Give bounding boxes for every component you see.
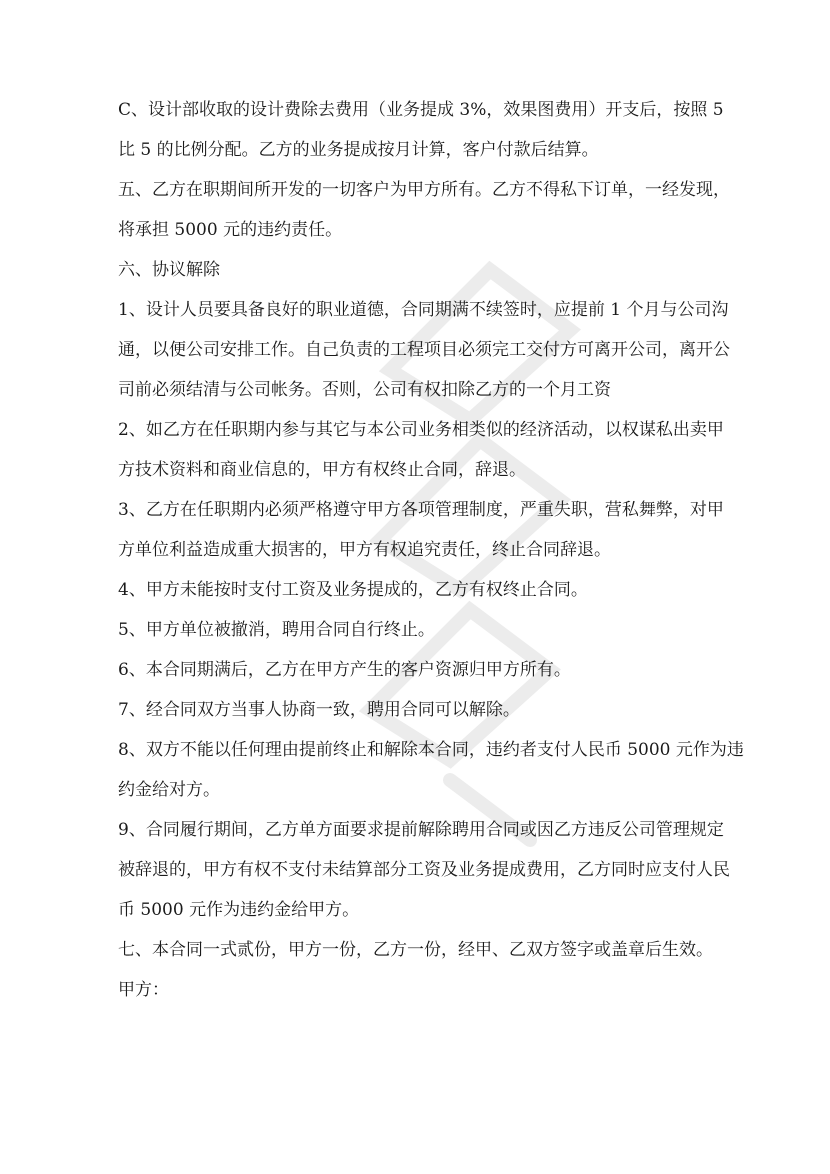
para-3-line-0: 1、设计人员要具备良好的职业道德，合同期满不续签时，应提前 1 个月与公司沟 bbox=[118, 300, 729, 320]
para-1-line-1: 将承担 5000 元的违约责任。 bbox=[118, 220, 343, 240]
para-11-line-0: 9、合同履行期间，乙方单方面要求提前解除聘用合同或因乙方违反公司管理规定 bbox=[118, 820, 724, 840]
para-6-line-0: 4、甲方未能按时支付工资及业务提成的，乙方有权终止合同。 bbox=[118, 580, 588, 600]
para-4-line-0: 2、如乙方在任职期内参与其它与本公司业务相类似的经济活动，以权谋私出卖甲 bbox=[118, 420, 724, 440]
para-5-line-1: 方单位利益造成重大损害的，甲方有权追究责任，终止合同辞退。 bbox=[118, 540, 611, 560]
para-4-line-1: 方技术资料和商业信息的，甲方有权终止合同，辞退。 bbox=[118, 460, 526, 480]
para-1-line-0: 五、乙方在职期间所开发的一切客户为甲方所有。乙方不得私下订单，一经发现， bbox=[118, 180, 730, 200]
para-10-line-0: 8、双方不能以任何理由提前终止和解除本合同，违约者支付人民币 5000 元作为违 bbox=[118, 740, 744, 760]
para-7-line-0: 5、甲方单位被撤消，聘用合同自行终止。 bbox=[118, 620, 435, 640]
para-0-line-0: C、设计部收取的设计费除去费用（业务提成 3%，效果图费用）开支后，按照 5 bbox=[118, 100, 724, 120]
signature-party-a-label: 甲方： bbox=[118, 980, 169, 1000]
para-5-line-0: 3、乙方在任职期内必须严格遵守甲方各项管理制度，严重失职，营私舞弊，对甲 bbox=[118, 500, 724, 520]
para-3-line-2: 司前必须结清与公司帐务。否则，公司有权扣除乙方的一个月工资 bbox=[118, 380, 611, 400]
para-0-line-1: 比 5 的比例分配。乙方的业务提成按月计算，客户付款后结算。 bbox=[118, 140, 599, 160]
para-10-line-1: 约金给对方。 bbox=[118, 780, 220, 800]
section-heading: 六、协议解除 bbox=[118, 260, 220, 280]
para-9-line-0: 7、经合同双方当事人协商一致，聘用合同可以解除。 bbox=[118, 700, 520, 720]
document-body bbox=[118, 90, 744, 1010]
para-11-line-1: 被辞退的，甲方有权不支付未结算部分工资及业务提成费用，乙方同时应支付人民 bbox=[118, 860, 730, 880]
para-3-line-1: 通，以便公司安排工作。自己负责的工程项目必须完工交付方可离开公司，离开公 bbox=[118, 340, 730, 360]
para-8-line-0: 6、本合同期满后，乙方在甲方产生的客户资源归甲方所有。 bbox=[118, 660, 571, 680]
para-11-line-2: 币 5000 元作为违约金给甲方。 bbox=[118, 900, 360, 920]
para-12-line-0: 七、本合同一式贰份，甲方一份，乙方一份，经甲、乙双方签字或盖章后生效。 bbox=[118, 940, 713, 960]
